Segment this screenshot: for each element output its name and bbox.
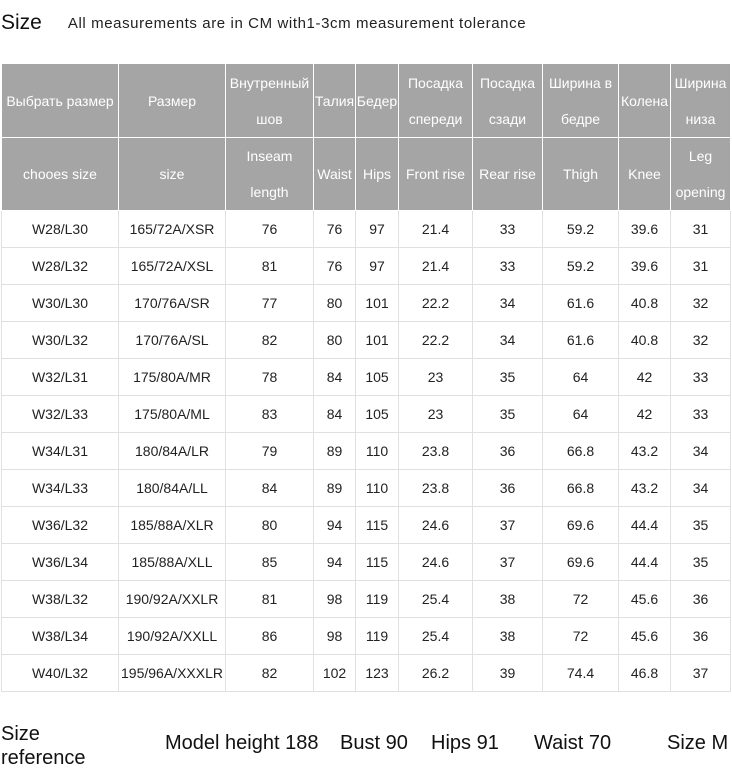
tolerance-note: All measurements are in CM with1-3cm measurement tolerance — [67, 14, 527, 32]
header-cell-en: Thigh — [543, 138, 619, 211]
table-cell: 35 — [671, 507, 731, 544]
size-reference — [0, 722, 732, 772]
table-row — [2, 544, 731, 581]
table-cell: 34 — [671, 433, 731, 470]
table-row — [2, 581, 731, 618]
table-cell: 24.6 — [399, 544, 473, 581]
model-hips: Hips 91 — [431, 732, 499, 754]
table-cell: 110 — [356, 470, 399, 507]
table-cell: 185/88A/XLR — [119, 507, 226, 544]
table-cell: 66.8 — [543, 433, 619, 470]
table-row — [2, 655, 731, 692]
table-cell: 25.4 — [399, 618, 473, 655]
header-row-russian — [2, 64, 731, 138]
table-row — [2, 285, 731, 322]
table-cell: W30/L30 — [2, 285, 119, 322]
table-cell: W38/L34 — [2, 618, 119, 655]
header-cell-en: Knee — [619, 138, 671, 211]
table-cell: 64 — [543, 359, 619, 396]
table-cell: 42 — [619, 396, 671, 433]
table-cell: 43.2 — [619, 433, 671, 470]
table-cell: 24.6 — [399, 507, 473, 544]
model-waist: Waist 70 — [534, 732, 612, 754]
table-cell: 36 — [671, 618, 731, 655]
table-cell: 22.2 — [399, 285, 473, 322]
table-cell: 33 — [671, 396, 731, 433]
table-cell: 115 — [356, 544, 399, 581]
header-cell-ru: Посадка спереди — [399, 64, 473, 138]
header-cell-en: Rear rise — [473, 138, 543, 211]
table-cell: 35 — [671, 544, 731, 581]
table-row — [2, 433, 731, 470]
table-cell: W28/L32 — [2, 248, 119, 285]
table-cell: 21.4 — [399, 248, 473, 285]
table-cell: 94 — [314, 544, 356, 581]
size-chart-table — [1, 63, 731, 692]
table-cell: 84 — [314, 396, 356, 433]
table-cell: 98 — [314, 618, 356, 655]
size-reference-label: Size reference — [1, 723, 86, 769]
table-cell: 39.6 — [619, 211, 671, 248]
table-cell: 39 — [473, 655, 543, 692]
header-cell-ru: Выбрать размер — [2, 64, 119, 138]
header-cell-ru: Талия — [314, 64, 356, 138]
table-cell: 102 — [314, 655, 356, 692]
table-row — [2, 507, 731, 544]
table-cell: 105 — [356, 396, 399, 433]
table-cell: 43.2 — [619, 470, 671, 507]
table-cell: 89 — [314, 470, 356, 507]
table-row — [2, 248, 731, 285]
table-cell: 190/92A/XXLR — [119, 581, 226, 618]
table-cell: 44.4 — [619, 544, 671, 581]
table-cell: 35 — [473, 359, 543, 396]
table-cell: 89 — [314, 433, 356, 470]
table-row — [2, 618, 731, 655]
table-cell: 83 — [226, 396, 314, 433]
table-cell: 23.8 — [399, 433, 473, 470]
table-cell: 35 — [473, 396, 543, 433]
model-height: Model height 188 — [165, 732, 319, 754]
table-cell: 61.6 — [543, 285, 619, 322]
table-cell: 69.6 — [543, 544, 619, 581]
table-cell: 69.6 — [543, 507, 619, 544]
header-row-english — [2, 138, 731, 211]
table-cell: W36/L32 — [2, 507, 119, 544]
table-cell: 38 — [473, 581, 543, 618]
table-cell: 25.4 — [399, 581, 473, 618]
header-cell-ru: Внутренный шов — [226, 64, 314, 138]
table-cell: 105 — [356, 359, 399, 396]
table-cell: 33 — [473, 211, 543, 248]
table-cell: 34 — [671, 470, 731, 507]
table-cell: W28/L30 — [2, 211, 119, 248]
header-cell-en: Hips — [356, 138, 399, 211]
table-cell: 115 — [356, 507, 399, 544]
table-cell: 85 — [226, 544, 314, 581]
table-cell: 185/88A/XLL — [119, 544, 226, 581]
header-cell-en: chooes size — [2, 138, 119, 211]
table-cell: 76 — [314, 248, 356, 285]
table-cell: 61.6 — [543, 322, 619, 359]
table-cell: W34/L31 — [2, 433, 119, 470]
table-cell: 190/92A/XXLL — [119, 618, 226, 655]
table-cell: 170/76A/SR — [119, 285, 226, 322]
table-cell: 59.2 — [543, 211, 619, 248]
header-cell-en: Leg opening — [671, 138, 731, 211]
table-cell: 26.2 — [399, 655, 473, 692]
table-cell: 84 — [226, 470, 314, 507]
table-row — [2, 322, 731, 359]
table-row — [2, 211, 731, 248]
table-row — [2, 470, 731, 507]
table-cell: 22.2 — [399, 322, 473, 359]
table-cell: 45.6 — [619, 618, 671, 655]
header-cell-ru: Ширина в бедре — [543, 64, 619, 138]
table-cell: 94 — [314, 507, 356, 544]
header-cell-ru: Колена — [619, 64, 671, 138]
table-cell: 64 — [543, 396, 619, 433]
table-cell: 34 — [473, 322, 543, 359]
table-cell: 31 — [671, 211, 731, 248]
table-cell: 23 — [399, 396, 473, 433]
table-cell: 175/80A/ML — [119, 396, 226, 433]
table-cell: 119 — [356, 581, 399, 618]
page-title: Size — [1, 11, 42, 34]
table-cell: 170/76A/SL — [119, 322, 226, 359]
table-cell: 36 — [671, 581, 731, 618]
table-cell: 97 — [356, 248, 399, 285]
table-cell: 32 — [671, 322, 731, 359]
table-cell: 82 — [226, 322, 314, 359]
table-cell: 81 — [226, 248, 314, 285]
table-cell: 98 — [314, 581, 356, 618]
table-cell: 33 — [473, 248, 543, 285]
header-cell-en: Waist — [314, 138, 356, 211]
table-cell: 101 — [356, 322, 399, 359]
table-cell: 80 — [226, 507, 314, 544]
table-cell: 77 — [226, 285, 314, 322]
table-cell: 40.8 — [619, 285, 671, 322]
header-cell-ru: Ширина низа — [671, 64, 731, 138]
table-cell: 165/72A/XSR — [119, 211, 226, 248]
table-cell: W40/L32 — [2, 655, 119, 692]
table-cell: 37 — [473, 544, 543, 581]
table-cell: 21.4 — [399, 211, 473, 248]
table-cell: 37 — [671, 655, 731, 692]
model-bust: Bust 90 — [340, 732, 408, 754]
table-cell: 46.8 — [619, 655, 671, 692]
table-cell: 32 — [671, 285, 731, 322]
table-cell: 72 — [543, 581, 619, 618]
header-cell-ru: Посадка сзади — [473, 64, 543, 138]
table-cell: W38/L32 — [2, 581, 119, 618]
header-cell-en: Front rise — [399, 138, 473, 211]
table-cell: 97 — [356, 211, 399, 248]
table-cell: 23.8 — [399, 470, 473, 507]
model-size: Size M — [667, 732, 729, 754]
table-cell: 36 — [473, 433, 543, 470]
table-cell: 76 — [314, 211, 356, 248]
table-cell: 80 — [314, 285, 356, 322]
table-cell: 180/84A/LR — [119, 433, 226, 470]
table-row — [2, 396, 731, 433]
table-cell: 42 — [619, 359, 671, 396]
table-cell: 165/72A/XSL — [119, 248, 226, 285]
table-cell: 39.6 — [619, 248, 671, 285]
table-cell: 23 — [399, 359, 473, 396]
table-cell: 78 — [226, 359, 314, 396]
table-cell: 72 — [543, 618, 619, 655]
header-cell-ru: Бедер — [356, 64, 399, 138]
table-cell: W30/L32 — [2, 322, 119, 359]
table-cell: 45.6 — [619, 581, 671, 618]
header-cell-en: size — [119, 138, 226, 211]
table-cell: 34 — [473, 285, 543, 322]
table-cell: 82 — [226, 655, 314, 692]
table-cell: 101 — [356, 285, 399, 322]
table-cell: W36/L34 — [2, 544, 119, 581]
table-cell: 36 — [473, 470, 543, 507]
table-cell: W32/L33 — [2, 396, 119, 433]
table-cell: 81 — [226, 581, 314, 618]
header-cell-ru: Размер — [119, 64, 226, 138]
page-header — [0, 6, 526, 40]
table-cell: 84 — [314, 359, 356, 396]
table-cell: 195/96A/XXXLR — [119, 655, 226, 692]
header-cell-en: Inseam length — [226, 138, 314, 211]
table-cell: 79 — [226, 433, 314, 470]
table-cell: 86 — [226, 618, 314, 655]
table-row — [2, 359, 731, 396]
table-cell: 31 — [671, 248, 731, 285]
table-cell: 59.2 — [543, 248, 619, 285]
table-cell: 33 — [671, 359, 731, 396]
table-cell: 80 — [314, 322, 356, 359]
table-cell: 40.8 — [619, 322, 671, 359]
table-cell: W32/L31 — [2, 359, 119, 396]
table-body — [2, 211, 731, 692]
table-cell: 37 — [473, 507, 543, 544]
table-cell: 76 — [226, 211, 314, 248]
table-cell: 123 — [356, 655, 399, 692]
table-cell: 74.4 — [543, 655, 619, 692]
table-cell: 110 — [356, 433, 399, 470]
table-cell: 44.4 — [619, 507, 671, 544]
table-cell: 175/80A/MR — [119, 359, 226, 396]
table-cell: 66.8 — [543, 470, 619, 507]
table-cell: W34/L33 — [2, 470, 119, 507]
table-cell: 180/84A/LL — [119, 470, 226, 507]
table-cell: 119 — [356, 618, 399, 655]
table-cell: 38 — [473, 618, 543, 655]
